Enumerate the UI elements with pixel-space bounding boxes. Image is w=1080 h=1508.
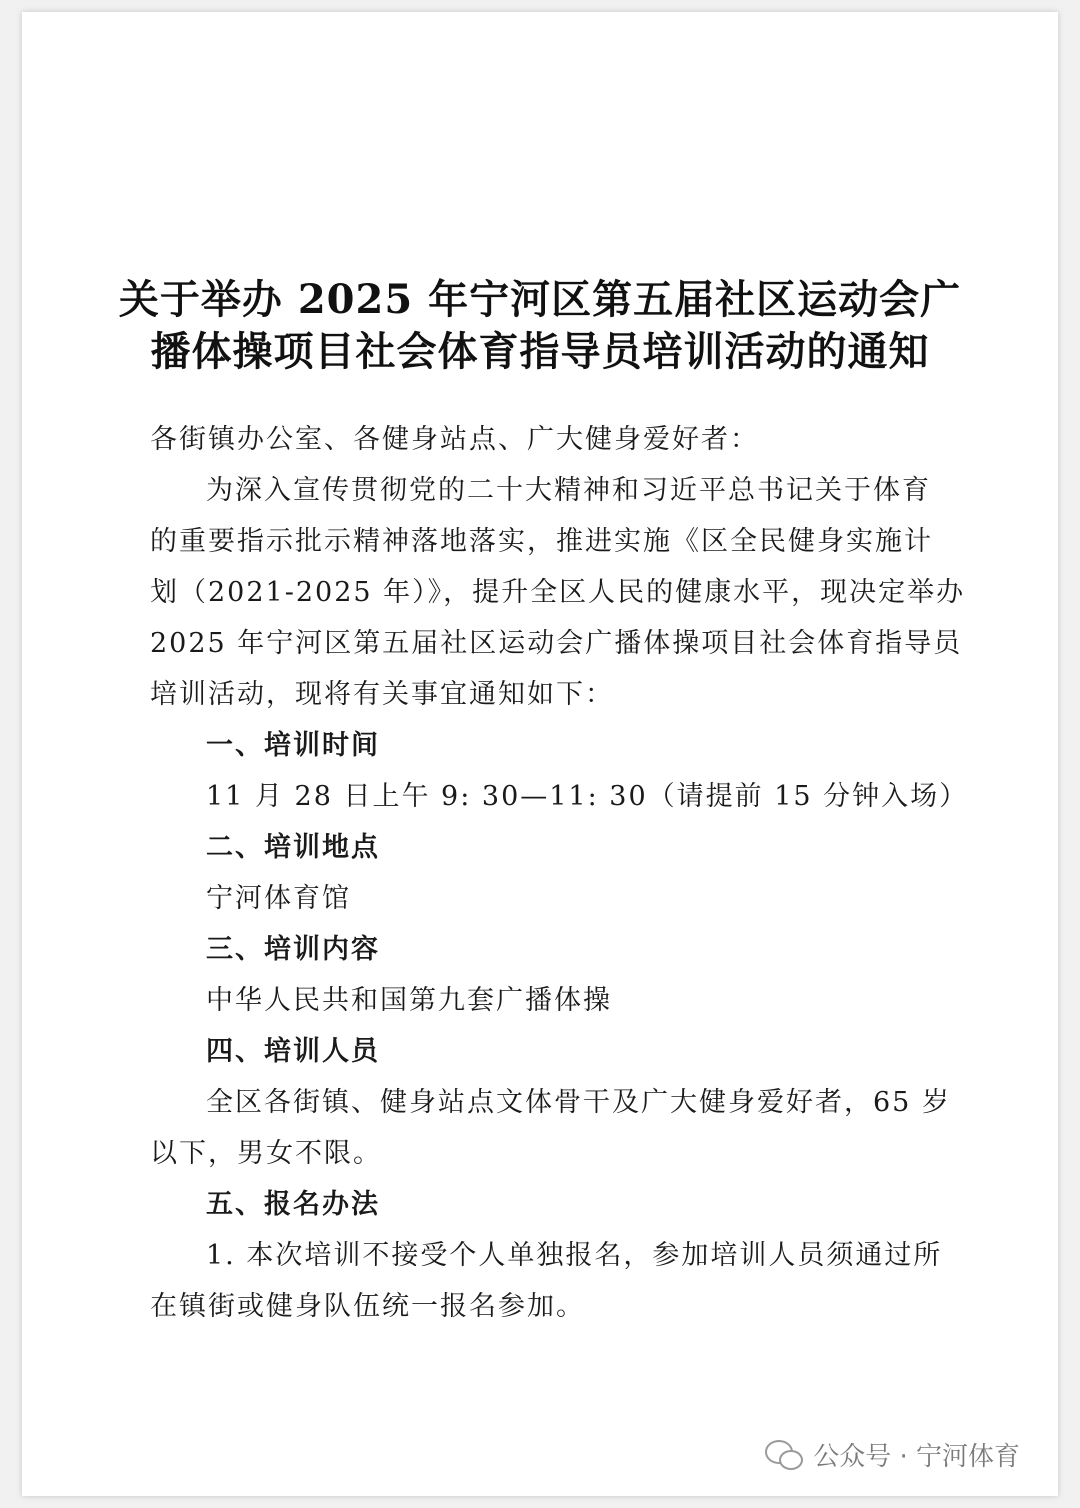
title-line-1: 关于举办 2025 年宁河区第五届社区运动会广 (118, 276, 962, 323)
salutation: 各街镇办公室、各健身站点、广大健身爱好者： (150, 424, 759, 455)
section-text-location: 宁河体育馆 (206, 883, 351, 914)
title-line-2: 播体操项目社会体育指导员培训活动的通知 (150, 328, 930, 375)
section-heading-time: 一、培训时间 (206, 730, 380, 761)
intro-line-5: 培训活动，现将有关事宜通知如下： (150, 679, 614, 710)
section-text-registration-1: 1. 本次培训不接受个人单独报名，参加培训人员须通过所 (206, 1240, 943, 1271)
section-heading-personnel: 四、培训人员 (206, 1036, 380, 1067)
document-body (150, 414, 969, 1332)
intro-line-4: 2025 年宁河区第五届社区运动会广播体操项目社会体育指导员 (150, 628, 963, 659)
section-text-personnel-2: 以下，男女不限。 (150, 1138, 382, 1169)
section-text-content: 中华人民共和国第九套广播体操 (206, 985, 612, 1016)
wechat-icon (765, 1438, 803, 1470)
intro-line-1: 为深入宣传贯彻党的二十大精神和习近平总书记关于体育 (206, 475, 931, 506)
document-page (22, 12, 1058, 1496)
section-text-registration-2: 在镇街或健身队伍统一报名参加。 (150, 1291, 585, 1322)
section-heading-registration: 五、报名办法 (206, 1189, 380, 1220)
watermark-text: 公众号 · 宁河体育 (813, 1441, 1020, 1472)
wechat-watermark (765, 1434, 1020, 1474)
document-title (22, 274, 1058, 378)
section-text-time: 11 月 28 日上午 9: 30—11: 30（请提前 15 分钟入场） (206, 781, 969, 812)
section-text-personnel-1: 全区各街镇、健身站点文体骨干及广大健身爱好者，65 岁 (206, 1087, 951, 1118)
intro-line-2: 的重要指示批示精神落地落实，推进实施《区全民健身实施计 (150, 526, 933, 557)
intro-line-3: 划（2021-2025 年）》，提升全区人民的健康水平，现决定举办 (150, 577, 966, 608)
section-heading-content: 三、培训内容 (206, 934, 380, 965)
section-heading-location: 二、培训地点 (206, 832, 380, 863)
